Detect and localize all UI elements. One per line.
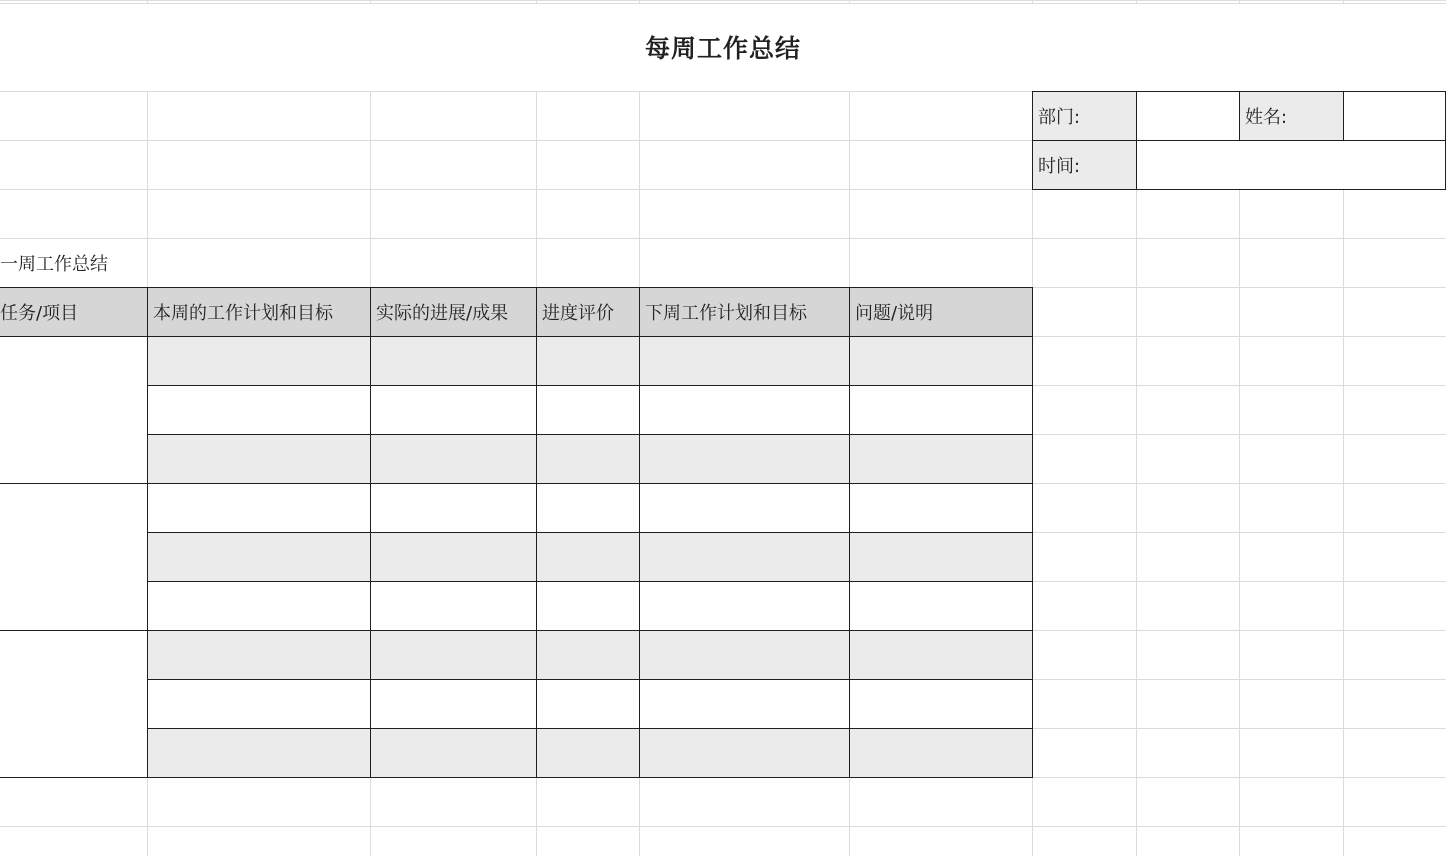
table-cell[interactable] [849, 630, 1032, 679]
table-cell[interactable] [536, 336, 639, 385]
table-cell[interactable] [639, 385, 849, 434]
cell-border [0, 777, 1033, 778]
table-cell[interactable] [639, 336, 849, 385]
table-cell[interactable] [370, 336, 536, 385]
table-cell[interactable] [370, 434, 536, 483]
table-cell[interactable] [639, 630, 849, 679]
table-cell[interactable] [147, 728, 370, 777]
cell-border [1239, 91, 1240, 141]
table-cell[interactable] [370, 630, 536, 679]
table-cell[interactable] [147, 581, 370, 630]
table-cell[interactable] [147, 385, 370, 434]
table-cell[interactable] [639, 483, 849, 532]
table-cell[interactable] [536, 532, 639, 581]
table-cell[interactable] [370, 679, 536, 728]
table-cell[interactable] [536, 581, 639, 630]
task-cell[interactable] [0, 336, 147, 483]
cell-border [1136, 91, 1137, 190]
table-header-cell[interactable]: 任务/项目 [0, 287, 147, 336]
cell-border [639, 287, 640, 778]
table-cell[interactable] [147, 679, 370, 728]
table-cell[interactable] [849, 581, 1032, 630]
table-cell[interactable] [147, 483, 370, 532]
table-cell[interactable] [849, 336, 1032, 385]
cell-border [536, 287, 537, 778]
time-input-cell[interactable] [1136, 140, 1445, 189]
cell-border [147, 532, 1033, 533]
cell-border [147, 679, 1033, 680]
cell-border [370, 287, 371, 778]
cell-border [147, 385, 1033, 386]
gridline [0, 826, 1446, 827]
table-cell[interactable] [536, 679, 639, 728]
table-cell[interactable] [849, 679, 1032, 728]
table-cell[interactable] [147, 336, 370, 385]
gridline [1239, 91, 1240, 856]
gridline [1343, 91, 1344, 856]
name-input-cell[interactable] [1343, 91, 1445, 140]
table-header-cell[interactable]: 进度评价 [536, 287, 639, 336]
cell-border [147, 434, 1033, 435]
table-cell[interactable] [849, 483, 1032, 532]
cell-border [849, 287, 850, 778]
table-cell[interactable] [370, 728, 536, 777]
table-header-cell[interactable]: 本周的工作计划和目标 [147, 287, 370, 336]
cell-border [0, 336, 1033, 337]
table-cell[interactable] [370, 385, 536, 434]
time-label-cell[interactable]: 时间: [1032, 140, 1136, 189]
table-cell[interactable] [536, 630, 639, 679]
table-cell[interactable] [536, 483, 639, 532]
table-cell[interactable] [147, 630, 370, 679]
cell-border [0, 630, 1033, 631]
table-cell[interactable] [536, 385, 639, 434]
table-cell[interactable] [849, 434, 1032, 483]
cell-border [1032, 287, 1033, 778]
table-cell[interactable] [147, 532, 370, 581]
task-cell[interactable] [0, 630, 147, 777]
table-cell[interactable] [536, 728, 639, 777]
name-label-cell[interactable]: 姓名: [1239, 91, 1343, 140]
table-cell[interactable] [849, 385, 1032, 434]
table-header-cell[interactable]: 下周工作计划和目标 [639, 287, 849, 336]
table-cell[interactable] [147, 434, 370, 483]
sheet-title[interactable]: 每周工作总结 [644, 34, 801, 63]
task-cell[interactable] [0, 483, 147, 630]
table-cell[interactable] [370, 581, 536, 630]
gridline [0, 0, 1446, 1]
cell-border [147, 728, 1033, 729]
table-cell[interactable] [370, 483, 536, 532]
cell-border [0, 483, 1033, 484]
cell-border [0, 287, 1033, 288]
table-cell[interactable] [849, 728, 1032, 777]
table-cell[interactable] [536, 434, 639, 483]
table-cell[interactable] [849, 532, 1032, 581]
cell-border [1343, 91, 1344, 141]
table-cell[interactable] [639, 679, 849, 728]
table-cell[interactable] [639, 728, 849, 777]
cell-border [147, 287, 148, 778]
table-cell[interactable] [639, 434, 849, 483]
section-label[interactable]: 一周工作总结 [0, 253, 108, 275]
cell-border [1032, 91, 1033, 190]
table-header-cell[interactable]: 问题/说明 [849, 287, 1032, 336]
cell-border [1032, 189, 1446, 190]
gridline [1136, 91, 1137, 856]
dept-input-cell[interactable] [1136, 91, 1239, 140]
cell-border [147, 581, 1033, 582]
dept-label-cell[interactable]: 部门: [1032, 91, 1136, 140]
table-cell[interactable] [639, 581, 849, 630]
table-header-cell[interactable]: 实际的进展/成果 [370, 287, 536, 336]
table-cell[interactable] [370, 532, 536, 581]
table-cell[interactable] [639, 532, 849, 581]
